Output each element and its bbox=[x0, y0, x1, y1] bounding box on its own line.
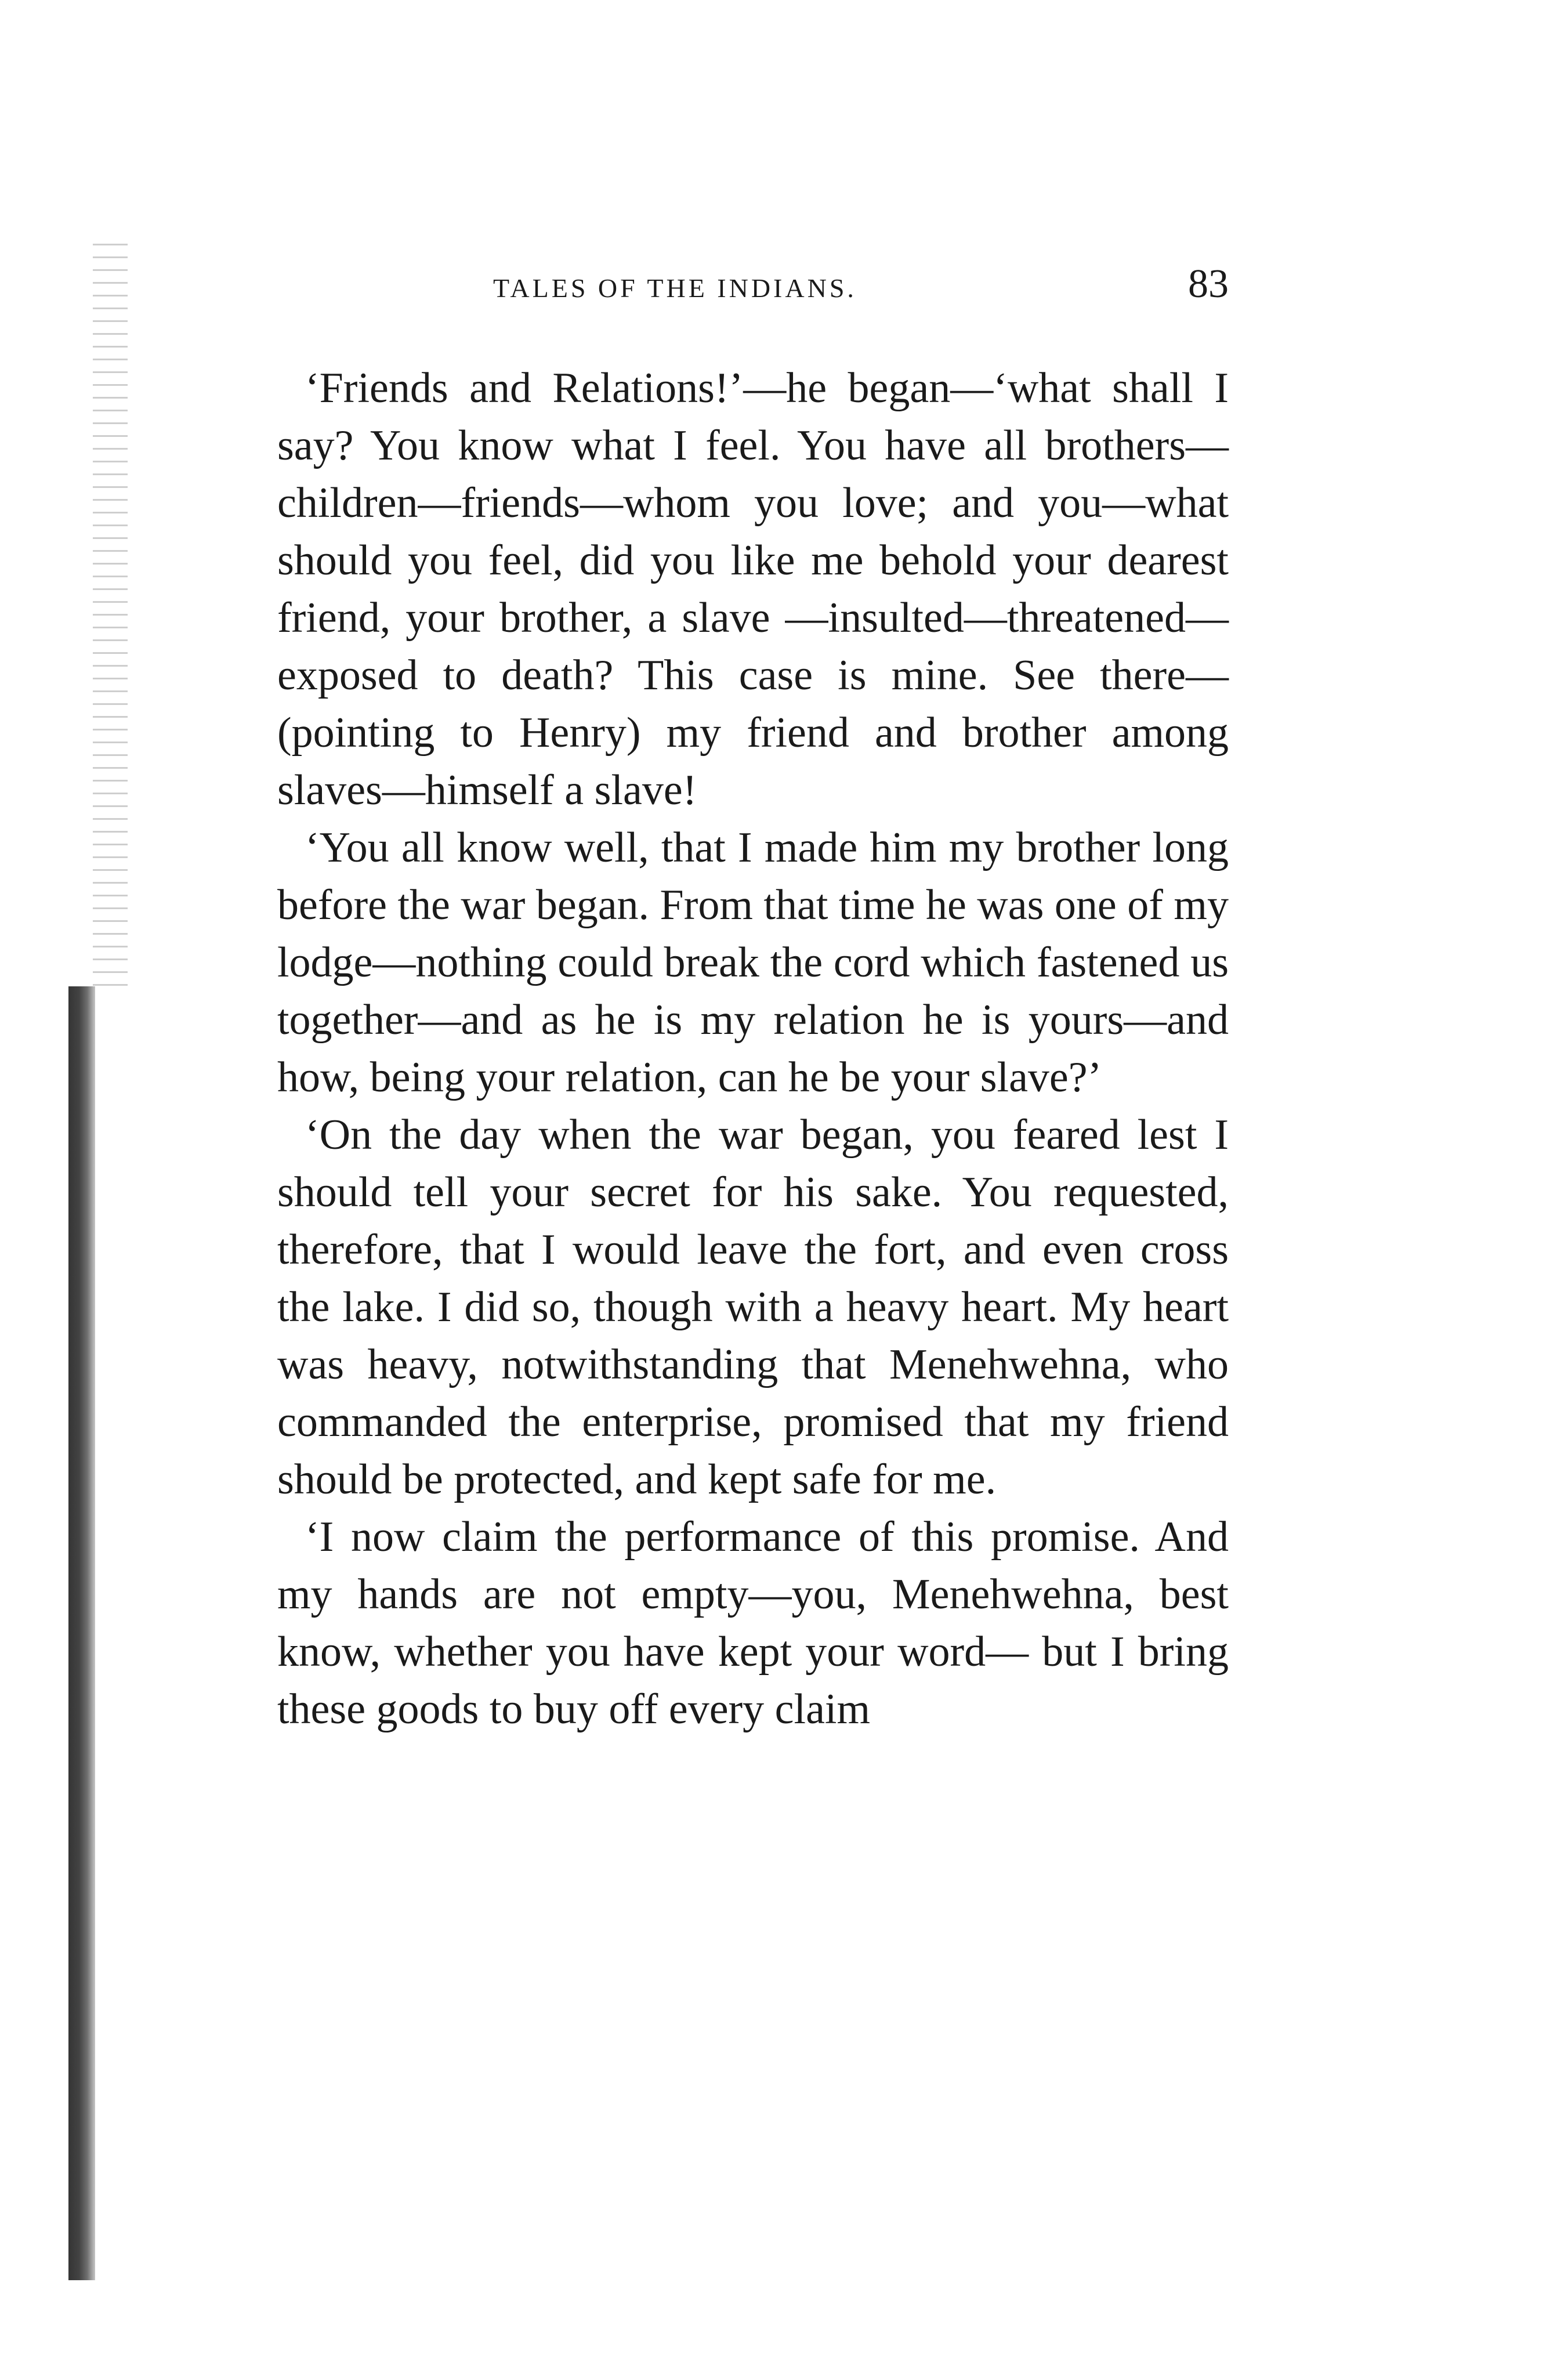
page-header bbox=[277, 261, 1229, 325]
binding-edge-shadow bbox=[68, 986, 95, 2280]
paragraph: ‘Friends and Relations!’—he began—‘what shall I say? You know what I feel. You have all brothers—children—friends—whom you love; and you—what should you feel, did you like me behold your dearest friend, your brother, a slave —insulted—threatened—exposed to death? This case is mine. See there—(pointing to Henry) my friend and brother among slaves—himself a slave! bbox=[277, 364, 1229, 814]
paragraph: ‘You all know well, that I made him my brother long before the war began. From that time he was one of my lodge—nothing could break the cord which fastened us together—and as he is my relation he is yours—and how, being your relation, can he be your slave?’ bbox=[277, 824, 1229, 1101]
book-page bbox=[277, 261, 1229, 1738]
paragraph: ‘I now claim the performance of this promise. And my hands are not empty—you, Menehwehna, best know, whether you have kept your word— but I bring these goods to buy off every claim bbox=[277, 1513, 1229, 1733]
paragraph: ‘On the day when the war began, you feared lest I should tell your secret for his sake. You requested, therefore, that I would leave the fort, and even cross the lake. I did so, though with a heavy heart. My heart was heavy, notwithstanding that Menehwehna, who commanded the enterprise, promised that my friend should be protected, and kept safe for me. bbox=[277, 1111, 1229, 1503]
binding-margin-specks bbox=[93, 244, 128, 986]
running-head: TALES OF THE INDIANS. bbox=[493, 273, 857, 303]
body-text bbox=[277, 360, 1229, 1738]
page-number: 83 bbox=[1188, 262, 1229, 306]
